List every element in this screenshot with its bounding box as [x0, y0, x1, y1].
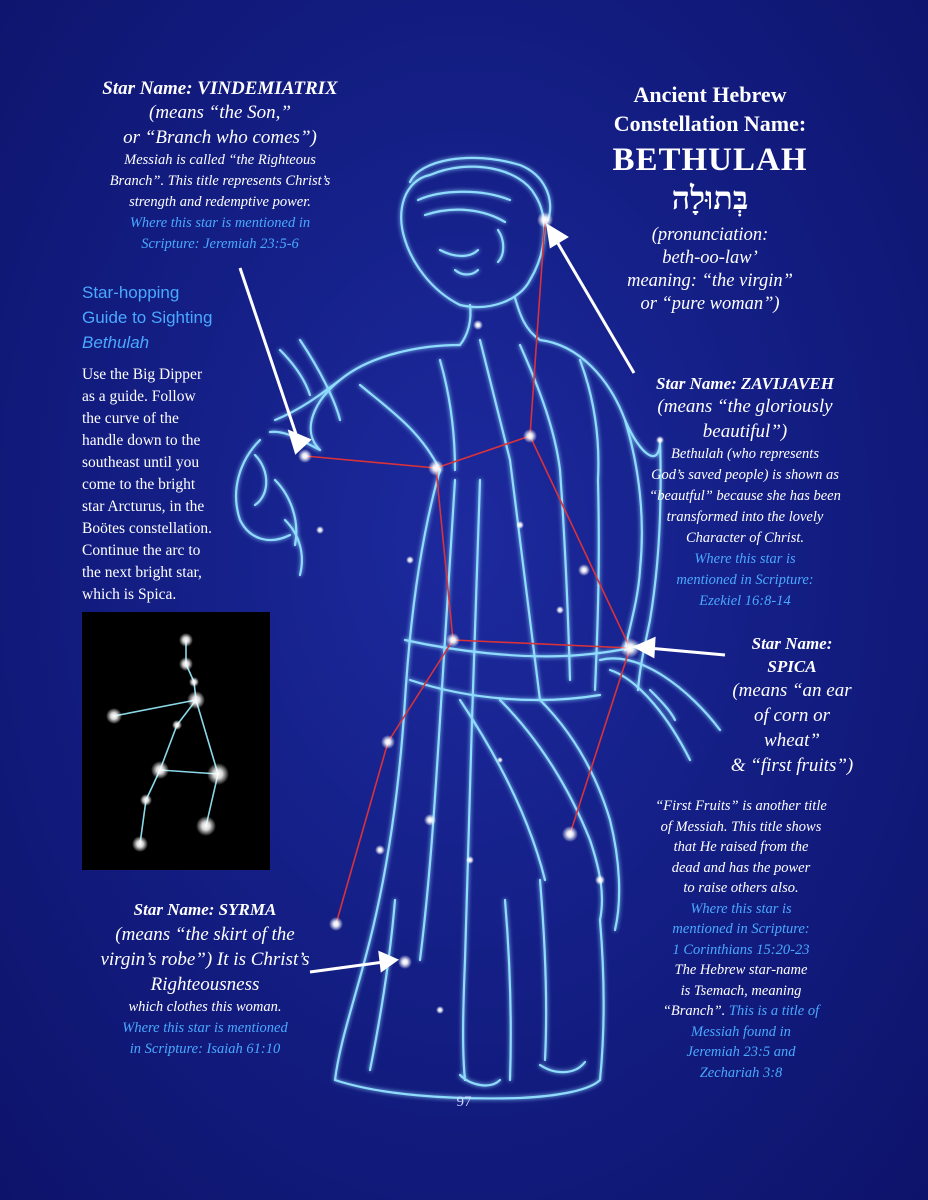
zavijaveh-scripture-3: Ezekiel 16:8-14: [699, 593, 791, 609]
zavijaveh-desc-2: God’s saved people) is shown as: [651, 467, 839, 483]
constellation-title-block: [560, 80, 860, 316]
syrma-scripture-1: Where this star is mentioned: [122, 1020, 288, 1036]
zavijaveh-meaning-1: (means “the gloriously: [657, 396, 833, 417]
spica-meaning-2: of corn or: [754, 705, 830, 726]
spica-desc-3: that He raised from the: [673, 839, 809, 855]
hop-body-2: as a guide. Follow: [82, 388, 196, 405]
spica-desc-1: “First Fruits” is another title: [655, 798, 827, 814]
hop-body-7: star Arcturus, in the: [82, 498, 205, 515]
spica-hebrew-blue-1: Messiah found in: [691, 1023, 791, 1040]
hop-body-11: which is Spica.: [82, 586, 177, 603]
title-line-2: Constellation Name:: [613, 111, 807, 136]
pronunciation-1: (pronunciation:: [651, 225, 769, 245]
spica-meaning-1: (means “an ear: [732, 680, 852, 701]
virgo-star-photo: [82, 612, 270, 870]
vindemiatrix-block: [40, 78, 400, 255]
spica-hebrew-note-2: is Tsemach, meaning: [680, 982, 802, 999]
zavijaveh-meaning-2: beautiful”): [702, 421, 788, 442]
spica-hebrew-note-blue-tail: This is a title of: [728, 1003, 820, 1019]
zavijaveh-desc-3: “beautful” because she has been: [649, 488, 841, 504]
spica-desc-4: dead and has the power: [671, 859, 811, 876]
hop-body-10: the next bright star,: [82, 564, 202, 581]
hop-body-3: the curve of the: [82, 410, 179, 427]
vindemiatrix-scripture-1: Where this star is mentioned in: [129, 215, 311, 231]
syrma-meaning-2: virgin’s robe”) It is Christ’s: [100, 949, 310, 970]
spica-scripture-1: Where this star is: [690, 900, 792, 917]
spica-heading-1: Star Name:: [751, 634, 833, 653]
hop-body-6: come to the bright: [82, 476, 196, 493]
vindemiatrix-meaning-2: or “Branch who comes”): [123, 127, 317, 148]
title-line-1: Ancient Hebrew: [633, 82, 787, 107]
zavijaveh-scripture-2: mentioned in Scripture:: [676, 572, 814, 588]
hop-body-4: handle down to the: [82, 432, 201, 449]
zavijaveh-desc-5: Character of Christ.: [685, 530, 805, 546]
zavijaveh-heading: Star Name: ZAVIJAVEH: [656, 374, 834, 393]
syrma-meaning-1: (means “the skirt of the: [115, 924, 295, 945]
hop-body-8: Boötes constellation.: [82, 520, 213, 537]
spica-meaning-3: wheat”: [764, 730, 820, 751]
syrma-desc-1: which clothes this woman.: [128, 999, 282, 1015]
hop-heading-3: Bethulah: [82, 333, 150, 352]
spica-scripture-3: 1 Corinthians 15:20-23: [672, 941, 810, 958]
vindemiatrix-desc-1: Messiah is called “the Righteous: [124, 152, 316, 168]
hebrew-name: בְּתוּלָה: [671, 179, 749, 217]
spica-heading-2: SPICA: [767, 657, 817, 676]
vindemiatrix-heading: Star Name: VINDEMIATRIX: [102, 78, 338, 99]
hop-body-9: Continue the arc to: [82, 542, 201, 559]
spica-hebrew-note-1: The Hebrew star-name: [674, 962, 808, 978]
page-number: 97: [456, 1094, 472, 1110]
spica-hebrew-blue-2: Jeremiah 23:5 and: [686, 1044, 796, 1060]
vindemiatrix-meaning-1: (means “the Son,”: [149, 102, 291, 123]
spica-meaning-4: & “first fruits”): [730, 755, 854, 776]
spica-hebrew-note-3: “Branch”.: [662, 1003, 726, 1019]
zavijaveh-desc-1: Bethulah (who represents: [671, 446, 819, 462]
zavijaveh-desc-4: transformed into the lovely: [666, 509, 824, 525]
syrma-meaning-3: Righteousness: [150, 974, 260, 995]
spica-scripture-2: mentioned in Scripture:: [672, 921, 810, 937]
hop-body-5: southeast until you: [82, 454, 200, 471]
vindemiatrix-desc-2: Branch”. This title represents Christ’s: [109, 173, 331, 189]
spica-desc-2: of Messiah. This title shows: [660, 818, 822, 835]
pronunciation-4: or “pure woman”): [640, 294, 780, 314]
spica-desc-5: to raise others also.: [683, 880, 799, 896]
hop-body-1: Use the Big Dipper: [82, 366, 203, 383]
spica-block: [712, 632, 872, 778]
vindemiatrix-scripture-2: Scripture: Jeremiah 23:5-6: [141, 236, 299, 252]
star-hopping-guide: [82, 280, 272, 606]
zavijaveh-block: [600, 374, 890, 612]
pronunciation-2: beth-oo-law’: [662, 248, 758, 268]
spica-description-block: [596, 796, 886, 1083]
vindemiatrix-desc-3: strength and redemptive power.: [129, 194, 311, 210]
spica-hebrew-blue-3: Zechariah 3:8: [699, 1064, 783, 1081]
pronunciation-3: meaning: “the virgin”: [627, 271, 793, 291]
zavijaveh-scripture-1: Where this star is: [694, 551, 796, 567]
syrma-block: [70, 898, 340, 1060]
syrma-scripture-2: in Scripture: Isaiah 61:10: [129, 1041, 281, 1057]
hop-heading-2: Guide to Sighting: [82, 308, 213, 327]
constellation-name: BETHULAH: [612, 142, 808, 178]
syrma-heading: Star Name: SYRMA: [133, 900, 277, 919]
hop-heading-1: Star-hopping: [82, 283, 180, 302]
